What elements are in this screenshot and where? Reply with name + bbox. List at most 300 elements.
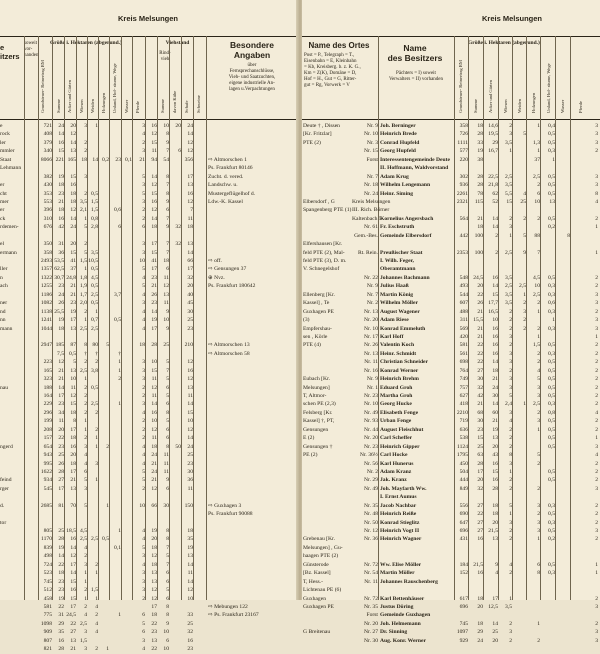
table-row — [0, 409, 298, 417]
table-cell: 3 — [142, 367, 145, 374]
left-groesse-header: Größe i. Hektaren (abgerund.) — [50, 40, 122, 46]
table-cell: Staat — [0, 156, 12, 163]
table-cell: 10 — [534, 198, 540, 205]
table-cell: 9 — [166, 224, 169, 231]
table-cell: 430 — [43, 182, 52, 189]
table-cell: Nr. 35 — [364, 502, 378, 509]
table-cell: ermann — [0, 249, 17, 256]
table-cell: 3 — [84, 443, 87, 450]
table-cell: 14 — [187, 131, 193, 138]
table-row — [302, 586, 600, 594]
table-cell: 25 — [163, 342, 169, 349]
table-cell: 8 — [537, 570, 540, 577]
table-cell: n — [0, 274, 3, 281]
table-cell: 17 — [58, 393, 64, 399]
table-cell: 2 — [84, 401, 87, 408]
table-cell: 16 — [492, 350, 498, 357]
table-cell: 23 — [58, 283, 64, 290]
table-cell: 7 — [166, 148, 169, 155]
table-cell: Preußischer Staat — [380, 249, 423, 256]
left-weiden-header: Weiden — [90, 99, 95, 113]
table-cell: 18 — [70, 435, 76, 442]
table-cell: Nr. 18 — [364, 182, 378, 189]
table-cell: 19 — [492, 426, 498, 433]
table-cell: 1 — [537, 123, 540, 129]
table-cell: 18 — [163, 258, 169, 264]
table-cell: 21 — [151, 460, 157, 467]
table-cell: 3 — [537, 384, 540, 391]
table-cell: 8 — [166, 603, 169, 610]
table-cell: 2 — [84, 553, 87, 560]
table-row — [0, 485, 298, 493]
table-cell: Nr. 11 — [364, 359, 378, 366]
table-cell: 5 — [166, 418, 169, 425]
table-cell: 23 — [187, 325, 193, 332]
table-row — [0, 156, 298, 164]
table-cell: 0,5 — [548, 418, 555, 425]
table-row — [0, 198, 298, 206]
table-cell: Georg Hupfeld — [380, 148, 416, 155]
table-cell: 2 — [595, 215, 598, 222]
table-cell: 1,5 — [91, 207, 98, 214]
table-cell: 2 — [537, 215, 540, 222]
table-cell: 16 — [187, 190, 193, 197]
table-cell: 68 — [477, 409, 483, 416]
table-cell: 0,3 — [548, 283, 555, 290]
table-cell: 11 — [163, 452, 169, 459]
table-cell: 636 — [459, 426, 468, 433]
table-cell: 3 — [509, 460, 512, 467]
table-cell: 27 — [58, 477, 64, 484]
table-cell: mann — [0, 325, 13, 332]
table-cell: 2 — [595, 283, 598, 290]
table-cell: 5 — [84, 477, 87, 484]
left-grundsteuer-header: Grundsteuer- Reinertrag RM — [40, 60, 45, 113]
table-cell: Elbersdorf , G — [303, 198, 335, 205]
table-cell: 21 — [70, 283, 76, 290]
table-cell: 12 — [151, 485, 157, 492]
table-cell: nau — [0, 384, 9, 391]
table-cell: 184 — [459, 561, 468, 568]
table-cell: 18 — [492, 367, 498, 374]
table-cell: 21 — [477, 401, 483, 408]
table-cell: Konrad Stieglitz — [380, 519, 420, 526]
table-cell: 431 — [459, 536, 468, 543]
table-cell: 10 — [151, 359, 157, 366]
table-cell: Spangenberg PTE (1) — [303, 207, 352, 214]
table-cell: 1 — [537, 148, 540, 155]
table-cell: 545 — [43, 485, 52, 492]
table-cell: 15 — [506, 198, 512, 205]
table-cell: Adam Riese — [380, 317, 409, 324]
table-cell: 25 — [492, 629, 498, 636]
table-cell: 2685 — [40, 502, 52, 509]
table-cell: 2 — [509, 342, 512, 349]
table-cell: 18 — [492, 511, 498, 518]
table-row — [0, 510, 298, 518]
table-cell: 2 — [523, 300, 526, 307]
table-cell: 27 — [477, 367, 483, 374]
table-cell: 23 — [58, 443, 64, 450]
table-cell: 19 — [477, 148, 483, 155]
table-cell: 581 — [459, 342, 468, 349]
table-cell: 2,1 — [80, 207, 87, 214]
table-cell: 5,5 — [505, 190, 512, 197]
table-cell: Kassel] †, PT, — [303, 418, 335, 425]
right-table-body — [302, 122, 600, 645]
table-cell: 15 — [151, 367, 157, 374]
table-cell: rock — [0, 131, 10, 138]
table-cell: 764 — [459, 367, 468, 374]
table-row — [302, 611, 600, 619]
table-cell: 0,3 — [548, 502, 555, 509]
table-cell: 23 — [58, 401, 64, 408]
table-cell: 19 — [70, 308, 76, 315]
table-cell: 12 — [163, 283, 169, 290]
table-cell: 14,6 — [488, 123, 498, 129]
table-cell: 210 — [184, 342, 193, 349]
table-row — [0, 552, 298, 560]
table-row — [0, 620, 298, 628]
table-cell: 12 — [70, 131, 76, 138]
table-cell: 577 — [459, 148, 468, 155]
table-cell: mer — [0, 198, 9, 205]
table-cell: 24 — [187, 443, 193, 450]
table-cell: 42 — [477, 393, 483, 399]
table-cell: 1 — [84, 266, 87, 273]
table-row — [302, 333, 600, 341]
table-row — [302, 485, 600, 493]
table-cell: 2 — [95, 409, 98, 416]
table-cell: 12 — [187, 139, 193, 146]
table-cell: 721 — [43, 123, 52, 129]
table-cell: 1322 — [40, 274, 52, 281]
table-cell: Adam Krug — [380, 173, 409, 180]
table-row — [0, 443, 298, 451]
table-cell: 23 — [70, 300, 76, 307]
table-cell: Wilhelm Möller — [380, 300, 418, 307]
table-cell: 1357 — [40, 266, 52, 273]
table-cell: 1 — [509, 468, 512, 475]
table-cell: nn — [0, 317, 6, 324]
table-cell: 14 — [187, 561, 193, 568]
table-cell: 1 — [118, 528, 121, 534]
table-cell: 9 — [495, 561, 498, 568]
table-cell: 18 — [70, 409, 76, 416]
table-cell: 2 — [509, 443, 512, 450]
table-cell: 6 — [166, 384, 169, 391]
table-cell: 538 — [459, 435, 468, 442]
table-cell: 16 — [151, 198, 157, 205]
table-row — [302, 468, 600, 476]
table-cell: 152 — [459, 570, 468, 577]
table-cell: cht — [0, 190, 7, 197]
table-cell: 22 — [58, 435, 64, 442]
table-cell: Gemeinde Elbersdorf — [380, 232, 432, 239]
table-cell: 3 — [142, 570, 145, 577]
table-cell: 32 — [477, 485, 483, 492]
table-row — [302, 257, 600, 265]
table-row — [302, 443, 600, 451]
table-cell: 2 — [509, 435, 512, 442]
table-cell: 33 — [187, 612, 193, 619]
table-cell: Carl Hocke — [380, 452, 408, 459]
table-cell: 4 — [142, 409, 145, 416]
table-cell: 4 — [142, 131, 145, 138]
table-cell: 80 — [92, 342, 98, 349]
table-cell: 14 — [58, 131, 64, 138]
table-row — [0, 139, 298, 147]
table-cell: 775 — [43, 612, 52, 619]
table-cell: 4 — [142, 325, 145, 332]
table-row — [0, 223, 298, 231]
table-cell: 5 — [84, 249, 87, 256]
table-cell: 18 — [139, 342, 145, 349]
table-cell: 4 — [142, 528, 145, 534]
table-cell: 1 — [595, 333, 598, 340]
table-cell: 724 — [43, 561, 52, 568]
table-cell: 11 — [58, 418, 64, 425]
table-cell: Ldw.-K. Kassel — [208, 198, 243, 205]
table-cell: Konrad Werner — [380, 367, 419, 374]
table-cell: 5 — [142, 173, 145, 180]
table-cell: 2 — [495, 232, 498, 239]
table-cell: 24,8 — [66, 274, 76, 281]
table-cell: II. Hoffmann, Waldvorstand — [380, 165, 449, 172]
table-cell: 22 — [477, 511, 483, 518]
table-cell: 20 — [151, 536, 157, 543]
table-cell: 8 — [509, 452, 512, 459]
table-row — [302, 190, 600, 198]
table-cell: Martin Möller — [380, 570, 415, 577]
table-cell: 2 — [509, 123, 512, 129]
table-cell: 2,5 — [80, 367, 87, 374]
table-cell: 1 — [95, 308, 98, 315]
table-cell: Nr. 29 — [364, 477, 378, 484]
table-cell: 627 — [459, 393, 468, 399]
table-cell: 1 — [95, 595, 98, 602]
table-cell: 698 — [459, 359, 468, 366]
table-cell: 696 — [459, 603, 468, 610]
table-cell: 10 — [139, 258, 145, 264]
table-cell: Nr. 1 — [366, 384, 378, 391]
table-cell: 3 — [537, 502, 540, 509]
left-viehstand-header: Viehstand — [165, 40, 190, 46]
table-cell: 3 — [142, 300, 145, 307]
right-holzungen-header: Holzungen — [531, 92, 536, 113]
table-cell: 100 — [474, 249, 483, 256]
table-cell: 2 — [84, 359, 87, 366]
table-cell: 3 — [537, 528, 540, 534]
table-cell: 3 — [595, 291, 598, 298]
table-cell: 8 — [166, 536, 169, 543]
table-cell: 18,5 — [66, 528, 76, 534]
table-cell: 157 — [43, 435, 52, 442]
table-cell: 17,7 — [488, 300, 498, 307]
table-row — [302, 493, 600, 501]
right-grundsteuer-header: Grundsteuer- Reinertrag RM — [458, 60, 463, 113]
table-cell: 745 — [459, 620, 468, 627]
table-cell: 0,5 — [548, 376, 555, 383]
table-cell: 523 — [43, 570, 52, 577]
table-cell: 19 — [187, 544, 193, 551]
table-cell: 11 — [187, 215, 193, 222]
table-cell: 34 — [58, 409, 64, 416]
table-cell: er — [0, 182, 5, 189]
table-cell: 3 — [595, 629, 598, 636]
table-cell: 32 — [175, 224, 181, 231]
table-cell: 12 — [151, 553, 157, 560]
table-cell: 13 — [70, 637, 76, 644]
table-cell: 7 — [166, 249, 169, 256]
table-cell: 2 — [509, 485, 512, 492]
table-cell: 2493 — [40, 258, 52, 264]
table-cell: 5 — [142, 468, 145, 475]
table-cell: 3 — [142, 198, 145, 205]
table-row — [0, 519, 298, 527]
table-cell: 29 — [477, 629, 483, 636]
left-summe-header: Summe — [56, 98, 61, 113]
table-row — [302, 350, 600, 358]
table-cell: 2 — [595, 350, 598, 357]
left-schafe-header: Schafe — [184, 100, 189, 113]
table-cell: 654 — [43, 443, 52, 450]
table-cell: 757 — [459, 384, 468, 391]
table-cell: 3 — [142, 241, 145, 248]
table-cell: ner — [0, 300, 8, 307]
table-cell: 617 — [459, 595, 468, 602]
table-cell: 14 — [70, 570, 76, 577]
table-cell: 2 — [142, 435, 145, 442]
table-cell: 3 — [595, 300, 598, 307]
table-cell: 16 — [58, 637, 64, 644]
table-cell: Empfershau- — [303, 325, 332, 332]
table-row — [302, 451, 600, 459]
table-cell: 2 — [537, 300, 540, 307]
table-cell: 3 — [509, 409, 512, 416]
table-cell: 2 — [509, 528, 512, 534]
table-cell: 1,8 — [80, 274, 87, 281]
table-cell: Forst — [366, 156, 378, 163]
table-cell: 3 — [95, 460, 98, 467]
table-cell: 20 — [175, 123, 181, 129]
table-cell: 556 — [459, 502, 468, 509]
table-cell: Aug. Konr. Werner — [380, 637, 426, 644]
table-cell: 9 — [166, 198, 169, 205]
table-cell: 229 — [43, 401, 52, 408]
table-row — [0, 375, 298, 383]
table-cell: 350 — [43, 241, 52, 248]
table-cell: 30 — [163, 502, 169, 509]
table-cell: Interessentengemeinde Deute — [380, 156, 450, 163]
table-cell: 4,5 — [80, 528, 87, 534]
table-cell: 21 — [151, 477, 157, 484]
table-cell: 1 — [118, 612, 121, 619]
table-cell: 4 — [84, 460, 87, 467]
table-cell: 4 — [595, 198, 598, 205]
table-cell: 2 — [595, 460, 598, 467]
table-cell: 4 — [95, 603, 98, 610]
table-cell: 5 — [106, 342, 109, 349]
table-cell: 2 — [595, 148, 598, 155]
table-cell: 0,5 — [548, 443, 555, 450]
table-cell: 2 — [84, 587, 87, 594]
table-cell: 23 — [58, 587, 64, 594]
table-cell: 569 — [459, 325, 468, 332]
table-cell: 8 — [166, 612, 169, 619]
table-cell: 36 — [58, 249, 64, 256]
table-cell: 17 — [187, 266, 193, 273]
table-cell: 2 — [595, 359, 598, 366]
table-cell: 2 — [595, 376, 598, 383]
table-cell: 20 — [477, 283, 483, 290]
table-cell: I. Wilh. Feger, — [380, 258, 414, 264]
table-cell: 21,5 — [473, 561, 483, 568]
table-cell: 4 — [84, 544, 87, 551]
table-cell: 16 — [58, 139, 64, 146]
table-cell: Nr. 36½ — [359, 452, 378, 459]
table-cell: 5 — [166, 359, 169, 366]
table-row — [302, 476, 600, 484]
table-cell: Lichtenau PE (6) — [303, 587, 342, 594]
table-row — [0, 333, 298, 341]
table-cell: 21 — [70, 477, 76, 484]
table-cell: 936 — [459, 182, 468, 189]
table-cell: 458 — [43, 595, 52, 602]
table-cell: Nr. 93 — [364, 418, 378, 425]
table-cell: 30 — [477, 376, 483, 383]
table-cell: 2 — [95, 646, 98, 653]
left-kuehe-header: davon Kühe — [172, 90, 177, 113]
table-cell: 2 — [595, 468, 598, 475]
table-cell: 0,3 — [548, 325, 555, 332]
table-cell: 12 — [70, 553, 76, 560]
table-cell: 2 — [95, 612, 98, 619]
table-cell: 53,5 — [54, 258, 64, 264]
table-cell: 6 — [537, 190, 540, 197]
table-cell: Nr. 13 — [364, 350, 378, 357]
table-cell: 3,5 — [505, 274, 512, 281]
table-cell: 6 — [537, 561, 540, 568]
table-cell: 2 — [595, 511, 598, 518]
table-cell: 15 — [70, 173, 76, 180]
table-cell: 16,5 — [488, 308, 498, 315]
table-cell: 14 — [70, 139, 76, 146]
table-cell: 3,5 — [505, 603, 512, 610]
table-row — [302, 316, 600, 324]
table-cell: 24 — [58, 123, 64, 129]
table-cell: 1,5 — [80, 258, 87, 264]
table-row — [0, 215, 298, 223]
table-cell: Eduard Groh — [380, 384, 413, 391]
table-cell: 6 — [166, 570, 169, 577]
table-cell: ⇨ Ps. Frankfurt 23167 — [208, 612, 259, 619]
table-cell: Guxhagen PE — [303, 308, 334, 315]
table-cell: 1241 — [40, 317, 52, 324]
table-row — [0, 586, 298, 594]
table-cell: 8 — [166, 409, 169, 416]
table-cell: Nr. 27 — [364, 629, 378, 636]
table-cell: 4 — [84, 452, 87, 459]
table-row — [302, 426, 600, 434]
table-cell: 0,5 — [91, 384, 98, 391]
table-cell: ⇨ Gensungen 37 — [208, 266, 247, 273]
table-cell: 21 — [139, 156, 145, 163]
table-cell: Deute † , Dissen — [303, 123, 340, 129]
table-row — [0, 206, 298, 214]
table-cell: 3,5 — [505, 300, 512, 307]
table-cell: 1097 — [456, 629, 468, 636]
